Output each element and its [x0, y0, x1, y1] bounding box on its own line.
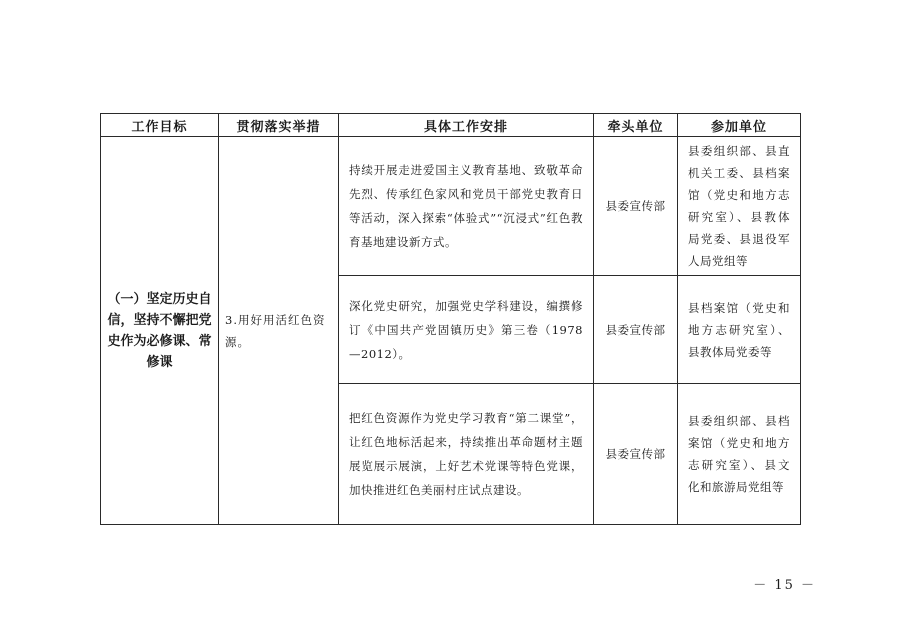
- lead-unit-cell: 县委宣传部: [594, 137, 678, 276]
- goal-cell: （一）坚定历史自信，坚持不懈把党史作为必修课、常修课: [101, 137, 219, 525]
- header-lead-unit: 牵头单位: [594, 114, 678, 137]
- header-participating-units: 参加单位: [678, 114, 801, 137]
- participants-cell: 县委组织部、县档案馆（党史和地方志研究室）、县文化和旅游局党组等: [678, 384, 801, 525]
- work-plan-table: [100, 113, 801, 525]
- participants-cell: 县委组织部、县直机关工委、县档案馆（党史和地方志研究室）、县教体局党委、县退役军人局党组等: [678, 137, 801, 276]
- header-work-goal: 工作目标: [101, 114, 219, 137]
- table-header-row: [101, 114, 801, 137]
- table-row: [101, 137, 801, 276]
- header-measures: 贯彻落实举措: [219, 114, 339, 137]
- lead-unit-cell: 县委宣传部: [594, 276, 678, 384]
- header-arrangement: 具体工作安排: [339, 114, 594, 137]
- measure-cell: 3.用好用活红色资源。: [219, 137, 339, 525]
- arrangement-cell: 深化党史研究，加强党史学科建设，编撰修订《中国共产党固镇历史》第三卷（1978—2012）。: [339, 276, 594, 384]
- participants-cell: 县档案馆（党史和地方志研究室）、县教体局党委等: [678, 276, 801, 384]
- arrangement-cell: 持续开展走进爱国主义教育基地、致敬革命先烈、传承红色家风和党员干部党史教育日等活动，深入探索“体验式”“沉浸式”红色教育基地建设新方式。: [339, 137, 594, 276]
- lead-unit-cell: 县委宣传部: [594, 384, 678, 525]
- page-number: － 15 －: [753, 578, 816, 593]
- arrangement-cell: 把红色资源作为党史学习教育“第二课堂”，让红色地标活起来，持续推出革命题材主题展览展示展演，上好艺术党课等特色党课，加快推进红色美丽村庄试点建设。: [339, 384, 594, 525]
